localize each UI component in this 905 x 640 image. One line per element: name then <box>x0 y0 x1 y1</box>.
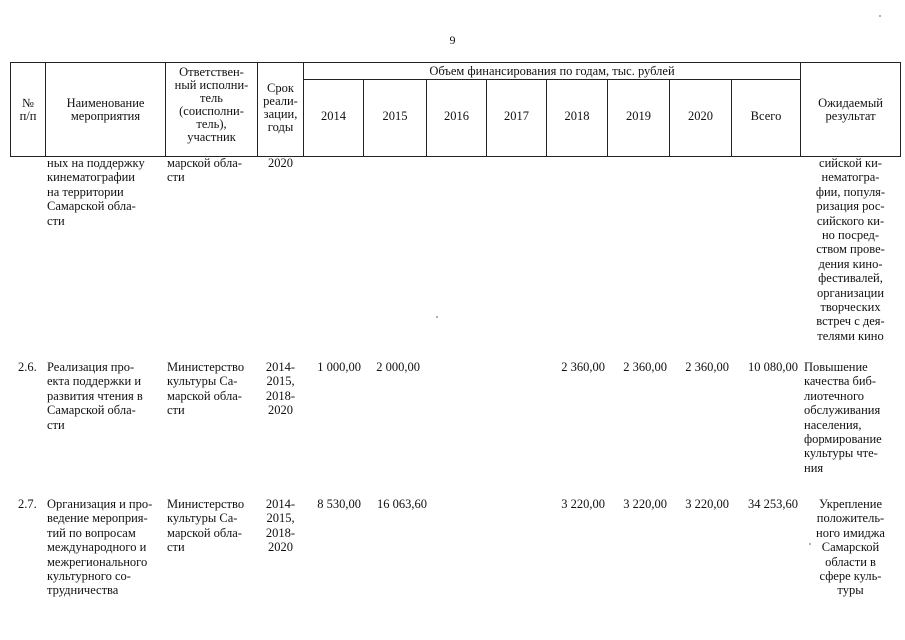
header-year: 2016 <box>444 109 469 123</box>
row-number: 2.7. <box>18 497 37 511</box>
header-year: 2015 <box>382 109 408 123</box>
row-continued-responsible: марской обла- сти <box>167 156 242 185</box>
header-term: Срок реали- зации, годы <box>263 81 298 134</box>
header-year: 2019 <box>626 109 651 123</box>
header-name: Наименование мероприятия <box>66 96 145 123</box>
row-value-2015: 16 063,60 <box>377 497 427 511</box>
row-value-2018: 3 220,00 <box>561 497 605 511</box>
row-name: Организация и про- ведение мероприя- тий по вопросам международного и межрегионального культурного со- трудничества <box>47 497 153 598</box>
col-divider <box>900 62 901 157</box>
header-number: № п/п <box>19 96 37 123</box>
header-year: 2017 <box>504 109 529 123</box>
header-year: 2020 <box>688 109 713 123</box>
row-continued-result: сийской ки- нематогра- фии, популя- ризация рос- сийского ки- но посред- ством прове- дения кино- фестивалей, организации творческих встреч с дея- телями кино <box>815 156 886 343</box>
row-result: Укрепление положитель- ного имиджа Самарской области в сфере куль- туры <box>816 497 885 598</box>
row-term: 2014- 2015, 2018- 2020 <box>265 497 296 555</box>
row-value-2014: 1 000,00 <box>317 360 361 374</box>
scan-speck <box>436 316 438 318</box>
row-total: 34 253,60 <box>748 497 798 511</box>
row-value-2014: 8 530,00 <box>317 497 361 511</box>
row-value-2018: 2 360,00 <box>561 360 605 374</box>
scan-speck <box>879 15 881 17</box>
header-year: 2014 <box>321 109 346 123</box>
scan-speck <box>809 543 811 545</box>
page-number: 9 <box>449 33 456 47</box>
header-result: Ожидаемый результат <box>818 96 883 123</box>
table-top-border <box>10 62 901 63</box>
row-value-2019: 2 360,00 <box>623 360 667 374</box>
row-number: 2.6. <box>18 360 37 374</box>
header-year: 2018 <box>564 109 590 123</box>
row-total: 10 080,00 <box>748 360 798 374</box>
row-continued-term: 2020 <box>268 156 293 170</box>
row-term: 2014- 2015, 2018- 2020 <box>265 360 296 418</box>
row-responsible: Министерство культуры Са- марской обла- сти <box>167 497 245 555</box>
row-result: Повышение качества биб- лиотечного обслуживания населения, формирование культуры чте- ния <box>804 360 882 475</box>
row-name: Реализация про- екта поддержки и развития чтения в Самарской обла- сти <box>47 360 143 432</box>
header-financing-title: Объем финансирования по годам, тыс. рублей <box>429 64 675 78</box>
row-value-2019: 3 220,00 <box>623 497 667 511</box>
row-value-2020: 2 360,00 <box>685 360 729 374</box>
years-row-divider <box>303 79 800 80</box>
row-responsible: Министерство культуры Са- марской обла- сти <box>167 360 245 418</box>
header-total: Всего <box>750 109 782 123</box>
row-value-2020: 3 220,00 <box>685 497 729 511</box>
row-continued-name: ных на поддержку кинематографии на территории Самарской обла- сти <box>47 156 145 228</box>
row-value-2015: 2 000,00 <box>376 360 420 374</box>
header-responsible: Ответствен- ный исполни- тель (соисполни- тель), участник <box>174 65 249 144</box>
